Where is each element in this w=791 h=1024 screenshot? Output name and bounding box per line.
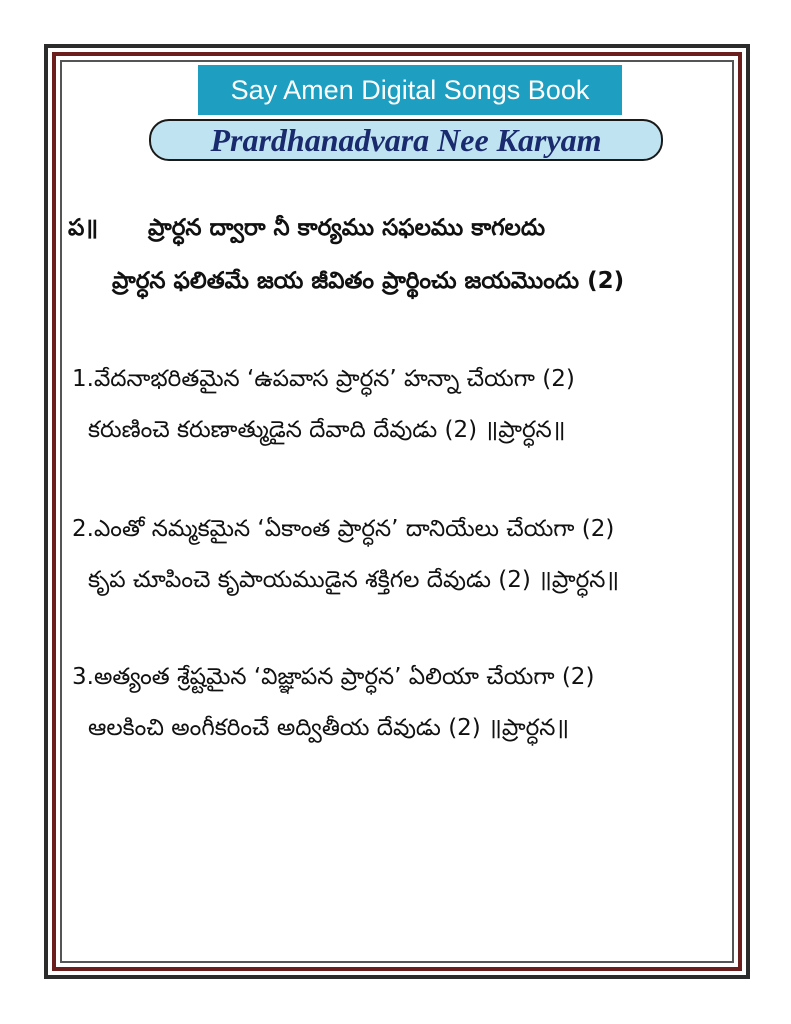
verse-line: కరుణించె కరుణాత్ముడైన దేవాది దేవుడు (2) ॥ప్రార్ధన॥ — [88, 417, 566, 443]
verse-line: కృప చూపించె కృపాయముడైన శక్తిగల దేవుడు (2) ॥ప్రార్ధన॥ — [88, 567, 620, 593]
song-title: Prardhanadvara Nee Karyam — [149, 119, 663, 161]
chorus-line-2: ప్రార్ధన ఫలితమే జయ జీవితం ప్రార్థించు జయమొందు (2) — [112, 268, 625, 294]
verse-line: 3.అత్యంత శ్రేష్టమైన ‘విజ్ఞాపన ప్రార్ధన’ ఏలియా చేయగా (2) — [72, 664, 595, 690]
verse-line: 2.ఎంతో నమ్మకమైన ‘ఏకాంత ప్రార్ధన’ దానియేలు చేయగా (2) — [72, 516, 615, 542]
verse-line: 1.వేదనాభరితమైన ‘ఉపవాస ప్రార్ధన’ హన్నా చేయగా (2) — [72, 366, 575, 392]
chorus-marker: ప॥ — [68, 215, 99, 241]
chorus-line-1: ప్రార్ధన ద్వారా నీ కార్యము సఫలము కాగలదు — [148, 215, 546, 241]
book-banner: Say Amen Digital Songs Book — [198, 65, 622, 115]
page-border-inner — [60, 60, 734, 963]
verse-line: ఆలకించి అంగీకరించే అద్వితీయ దేవుడు (2) ॥ప్రార్ధన॥ — [88, 715, 570, 741]
